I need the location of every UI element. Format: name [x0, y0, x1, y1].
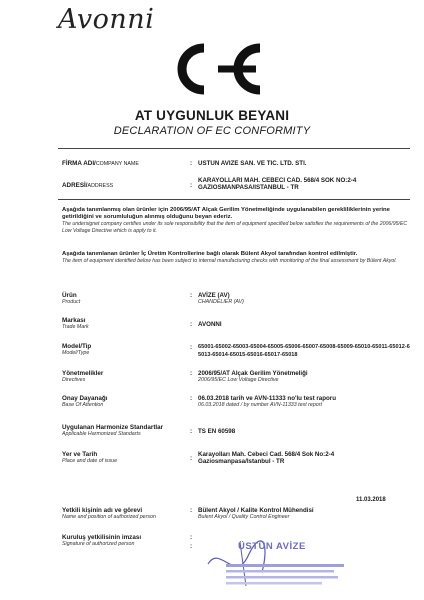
stamp-label: ÜSTÜN AVİZE: [238, 541, 306, 552]
declaration-paragraph: Aşağıda tanımlanmış olan ürünler için 2006/95/AT Alçak Gerilim Yönetmeliğinde uygulanabilen gerekliliklerinin yerine getirildiğini ve sorumluluğun alınmış olduğunu beyan ederiz. The undersignet company certifies under its sole responsibility that the item of equipment specified below satisfies the requirements of the 2006/95/EC Low Voltage Directive which is apply to it.: [62, 207, 408, 234]
colon: :: [190, 160, 193, 167]
colon: :: [190, 395, 193, 402]
colon: :: [190, 370, 193, 377]
colon: :: [190, 543, 193, 550]
product-label: Ürün Product: [62, 292, 81, 306]
page-subtitle: DECLARATION OF EC CONFORMITY: [113, 125, 311, 137]
trademark-label: Markası Trade Mark: [62, 317, 89, 331]
issue-date: 11.03.2018: [356, 497, 386, 503]
company-label: FİRMA ADI/COMPANY NAME: [62, 160, 139, 167]
signatory-label: Yetkili kişinin adı ve görevi Name and position of authorized person: [62, 507, 156, 521]
base-of-attention-label: Onay Dayanağı Base Of Attention: [62, 395, 108, 409]
place-date-value: Karayolları Mah. Cebeci Cad. 568/4 Sok No:2-4 Gaziosmanpasa/Istanbul - TR: [198, 451, 335, 466]
colon: :: [190, 534, 193, 541]
colon: :: [190, 321, 193, 328]
colon: :: [190, 455, 193, 462]
colon: :: [190, 428, 193, 435]
directives-value: 2006/95/AT Alçak Gerilim Yönetmeliği 2006/95/EC Low Voltage Directive: [198, 370, 308, 384]
ce-mark: [0, 40, 424, 98]
standards-value: TS EN 60598: [198, 428, 236, 435]
page-title: AT UYGUNLUK BEYANI: [134, 108, 290, 123]
ce-mark-icon: [156, 40, 268, 98]
directives-label: Yönetmelikler Directives: [62, 370, 104, 384]
colon: :: [190, 507, 193, 514]
standards-label: Uygulanan Harmonize Standartlar Applicable Harmonized Standarts: [62, 424, 164, 438]
base-of-attention-value: 06.03.2018 tarih ve AVN-11333 no'lu test raporu 06.03.2018 dated / by number AVN-11333 test report: [198, 395, 336, 409]
company-value: USTUN AVIZE SAN. VE TIC. LTD. STI.: [198, 160, 307, 167]
divider: [58, 148, 410, 149]
colon: :: [190, 344, 193, 351]
trademark-value: AVONNI: [198, 321, 222, 328]
place-date-label: Yer ve Tarih Place and date of issue: [62, 451, 118, 465]
divider: [58, 199, 410, 200]
brand-logo: Avonni: [58, 4, 155, 35]
address-label: ADRESİ/ADDRESS: [62, 182, 114, 189]
colon: :: [190, 292, 193, 299]
signatory-value: Bülent Akyol / Kalite Kontrol Mühendisi Bulent Akyol / Quality Control Engineer: [198, 507, 314, 521]
inspection-paragraph: Aşağıda tanımlanan ürünler İç Üretim Kontrollerine bağlı olarak Bülent Akyol tarafından kontrol edilmiştir. The item of equipment identified below has been subject to internal manufacturing checks with monitoring of the final assessment by Bülent Akyol.: [62, 251, 397, 265]
product-value: AVİZE (AV) CHANDELIER (AV): [198, 292, 244, 306]
model-value: 65001-65002-65003-65004-65005-65006-65007-65008-65009-65010-65011-65012-65013-65014-65015-65016-65017-65018: [198, 344, 410, 358]
model-label: Model/Tip Model/Type: [62, 343, 92, 357]
signature-label: Kuruluş yetkilisinin imzası Signature of authorized person: [62, 534, 142, 548]
address-value: KARAYOLLARI MAH. CEBECI CAD. 568/4 SOK NO:2-4 GAZIOSMANPASA/ISTANBUL - TR: [198, 177, 357, 192]
colon: :: [190, 182, 193, 189]
